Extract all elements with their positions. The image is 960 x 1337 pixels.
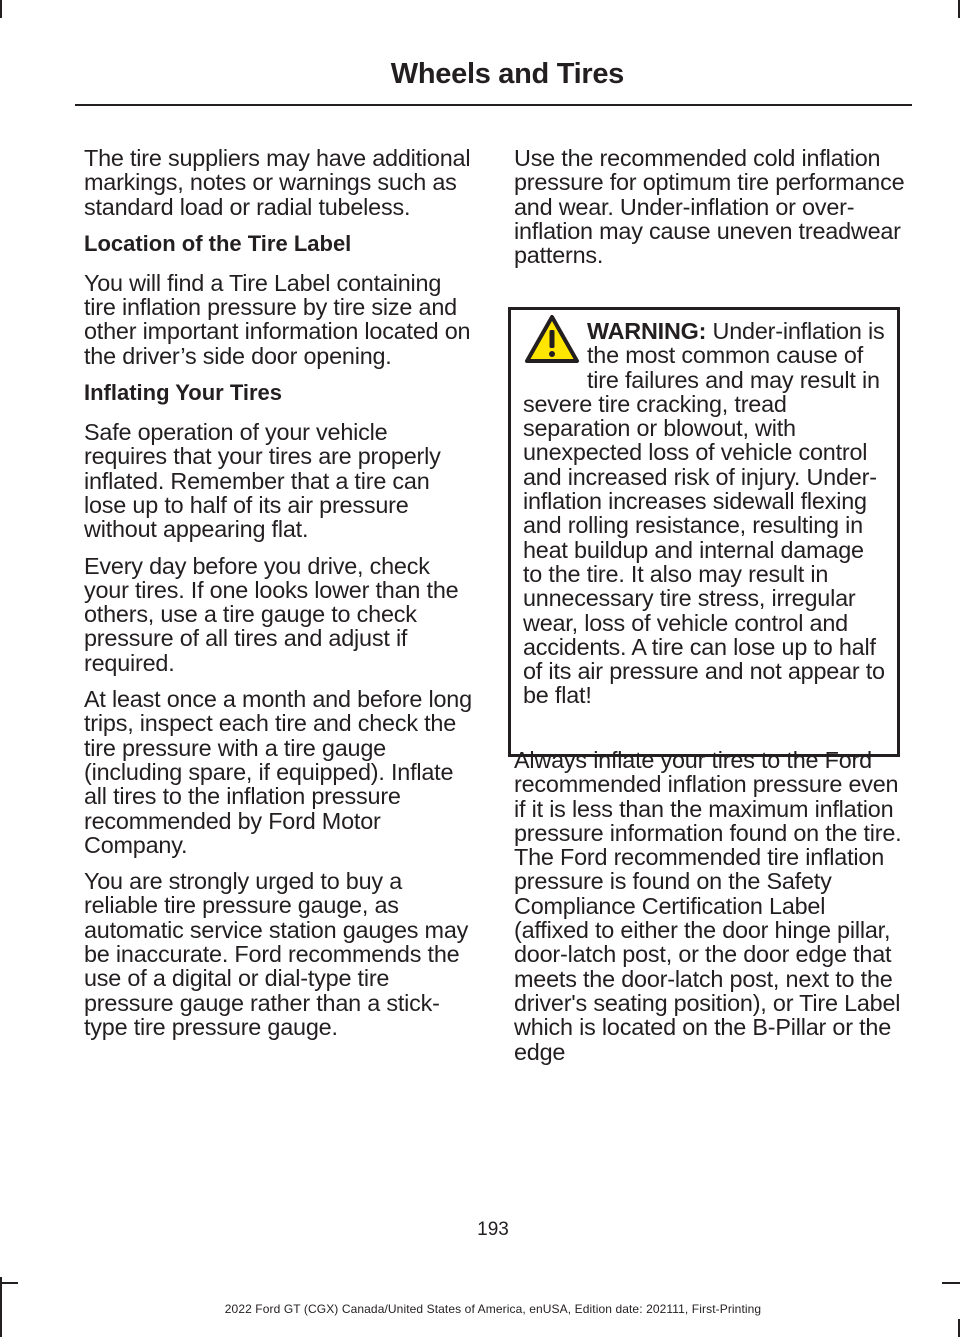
crop-mark-top-left xyxy=(0,0,2,18)
warning-box xyxy=(508,307,900,757)
paragraph-monthly-inspection: At least once a month and before long trips, inspect each tire and check the tire pressure with a tire gauge (including spare, if equipped). Inflate all tires to the inflation pressure recommended by Ford Motor Company. xyxy=(84,686,472,858)
warning-text xyxy=(523,319,889,708)
paragraph-tire-suppliers: The tire suppliers may have additional markings, notes or warnings such as standard load or radial tubeless. xyxy=(84,145,471,220)
paragraph-safe-operation: Safe operation of your vehicle requires that your tires are properly inflated. Remember that a tire can lose up to half of its air pressure without appearing flat. xyxy=(84,419,441,543)
warning-triangle-icon xyxy=(523,313,581,365)
header-divider xyxy=(75,104,912,106)
paragraph-always-inflate: Always inflate your tires to the Ford recommended inflation pressure even if it is less than the maximum inflation pressure information found on the tire. The Ford recommended tire inflation pressure is found on the Safety Compliance Certification Label (affixed to either the door hinge pillar, door-latch post, or the door edge that meets the door-latch post, next to the driver's seating position), or Tire Label which is located on the B-Pillar or the edge xyxy=(514,747,902,1065)
right-column-continued xyxy=(514,748,906,1076)
crop-mark-bottom-left-h xyxy=(0,1282,18,1284)
paragraph-cold-inflation: Use the recommended cold inflation pressure for optimum tire performance and wear. Under-inflation or over-inflation may cause uneven treadwear patterns. xyxy=(514,145,905,269)
paragraph-pressure-gauge: You are strongly urged to buy a reliable tire pressure gauge, as automatic service station gauges may be inaccurate. Ford recommends the use of a digital or dial-type tire pressure gauge rather than a stick-type tire pressure gauge. xyxy=(84,868,469,1040)
crop-mark-bottom-right-h xyxy=(942,1282,960,1284)
left-column xyxy=(84,146,476,1051)
page-title: Wheels and Tires xyxy=(390,58,624,90)
heading-location-tire-label: Location of the Tire Label xyxy=(84,230,352,256)
footer-edition: 2022 Ford GT (CGX) Canada/United States of America, enUSA, Edition date: 202111, First-Printing xyxy=(224,1302,762,1316)
warning-body: Under-inflation is the most common cause of tire failures and may result in severe tire cracking, tread separation or blowout, with unexpected loss of vehicle control and increased risk of injury. Under-inflation increases sidewall flexing and rolling resistance, resulting in heat buildup and internal damage to the tire. It also may result in unnecessary tire stress, irregular wear, loss of vehicle control and accidents. A tire can lose up to half of its air pressure and not appear to be flat! xyxy=(523,318,885,709)
paragraph-tire-label-location: You will find a Tire Label containing tire inflation pressure by tire size and other important information located on the driver’s side door opening. xyxy=(84,269,471,369)
warning-label: WARNING: xyxy=(587,318,707,344)
page-number: 193 xyxy=(477,1219,509,1240)
paragraph-daily-check: Every day before you drive, check your tires. If one looks lower than the others, use a tire gauge to check pressure of all tires and adjust if required. xyxy=(84,552,459,676)
right-column xyxy=(514,146,906,279)
heading-inflating-tires: Inflating Your Tires xyxy=(84,380,283,406)
